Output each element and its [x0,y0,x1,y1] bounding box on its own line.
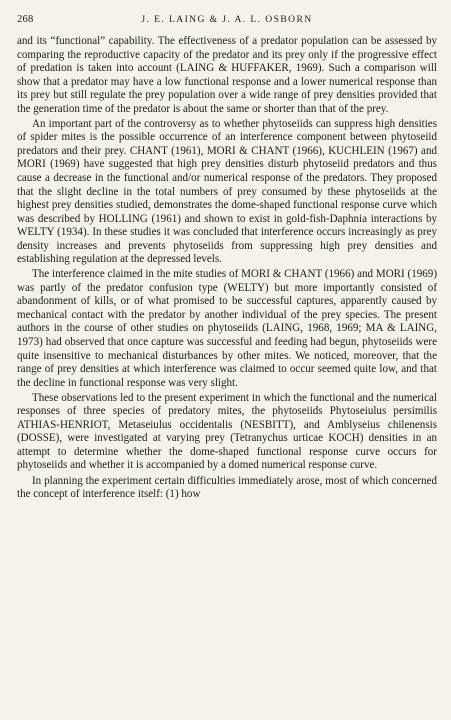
page-header [17,14,437,28]
paragraph-3: The interference claimed in the mite studies of MORI & CHANT (1966) and MORI (1969) was partly of the predator confusion type (WELTY) but more importantly consisted of abandonment of kills, or of what promised to be successful captures, apparently caused by mechanical contact with the predator by another individual of the prey species. The present authors in the course of other studies on phytoseiids (LAING, 1968, 1969; MA & LAING, 1973) had observed that once capture was successful and feeding had begun, phytoseiids were quite insensitive to mechanical disturbances by other mites. We noticed, moreover, that the range of prey densities at which interference was claimed to occur seemed quite low, and that the decline in functional response was very slight. [17,268,437,389]
paragraph-1: and its “functional” capability. The effectiveness of a predator population can be assessed by comparing the reproductive capacity of the predator and its prey only if the progressive effect of predation is taken into account (LAING & HUFFAKER, 1969). Such a comparison will show that a predator may have a low functional response and a lower numerical response than its prey but still regulate the prey population over a wide range of prey densities provided that the generation time of the predator is about the same or shorter than that of the prey. [17,35,437,115]
page-number: 268 [17,14,34,25]
running-head: J. E. LAING & J. A. L. OSBORN [141,14,313,25]
paragraph-5: In planning the experiment certain difficulties immediately arose, most of which concerned the concept of interference itself: (1) how [17,474,437,501]
body-text [17,35,437,503]
paragraph-4: These observations led to the present experiment in which the functional and the numerical responses of three species of predatory mites, the phytoseiids Phytoseiulus persimilis ATHIAS-HENRIOT, Metaseiulus occidentalis (NESBITT), and Amblyseius chilenensis (DOSSE), were investigated at varying prey (Tetranychus urticae KOCH) densities in an attempt to determine whether the dome-shaped functional response curve occurs for phytoseiids and whether it is accompanied by a domed numerical response curve. [17,391,437,472]
paragraph-2: An important part of the controversy as to whether phytoseiids can suppress high densities of spider mites is the possible occurrence of an interference component between phytoseiid predators and their prey. CHANT (1961), MORI & CHANT (1966), KUCHLEIN (1967) and MORI (1969) have suggested that high prey densities disturb phytoseiid predators and thus cause a decrease in the functional and/or numerical response of the predators. They proposed that the slight decline in the total numbers of prey consumed by these phytoseiids at the highest prey densities studied, demonstrates the dome-shaped functional response curve which was described by HOLLING (1961) and shown to exist in gold-fish-Daphnia interactions by WELTY (1934). In these studies it was concluded that interference occurs increasingly as prey density increases and prevents phytoseiids from suppressing high prey densities and establishing regulation at the depressed levels. [17,117,437,266]
